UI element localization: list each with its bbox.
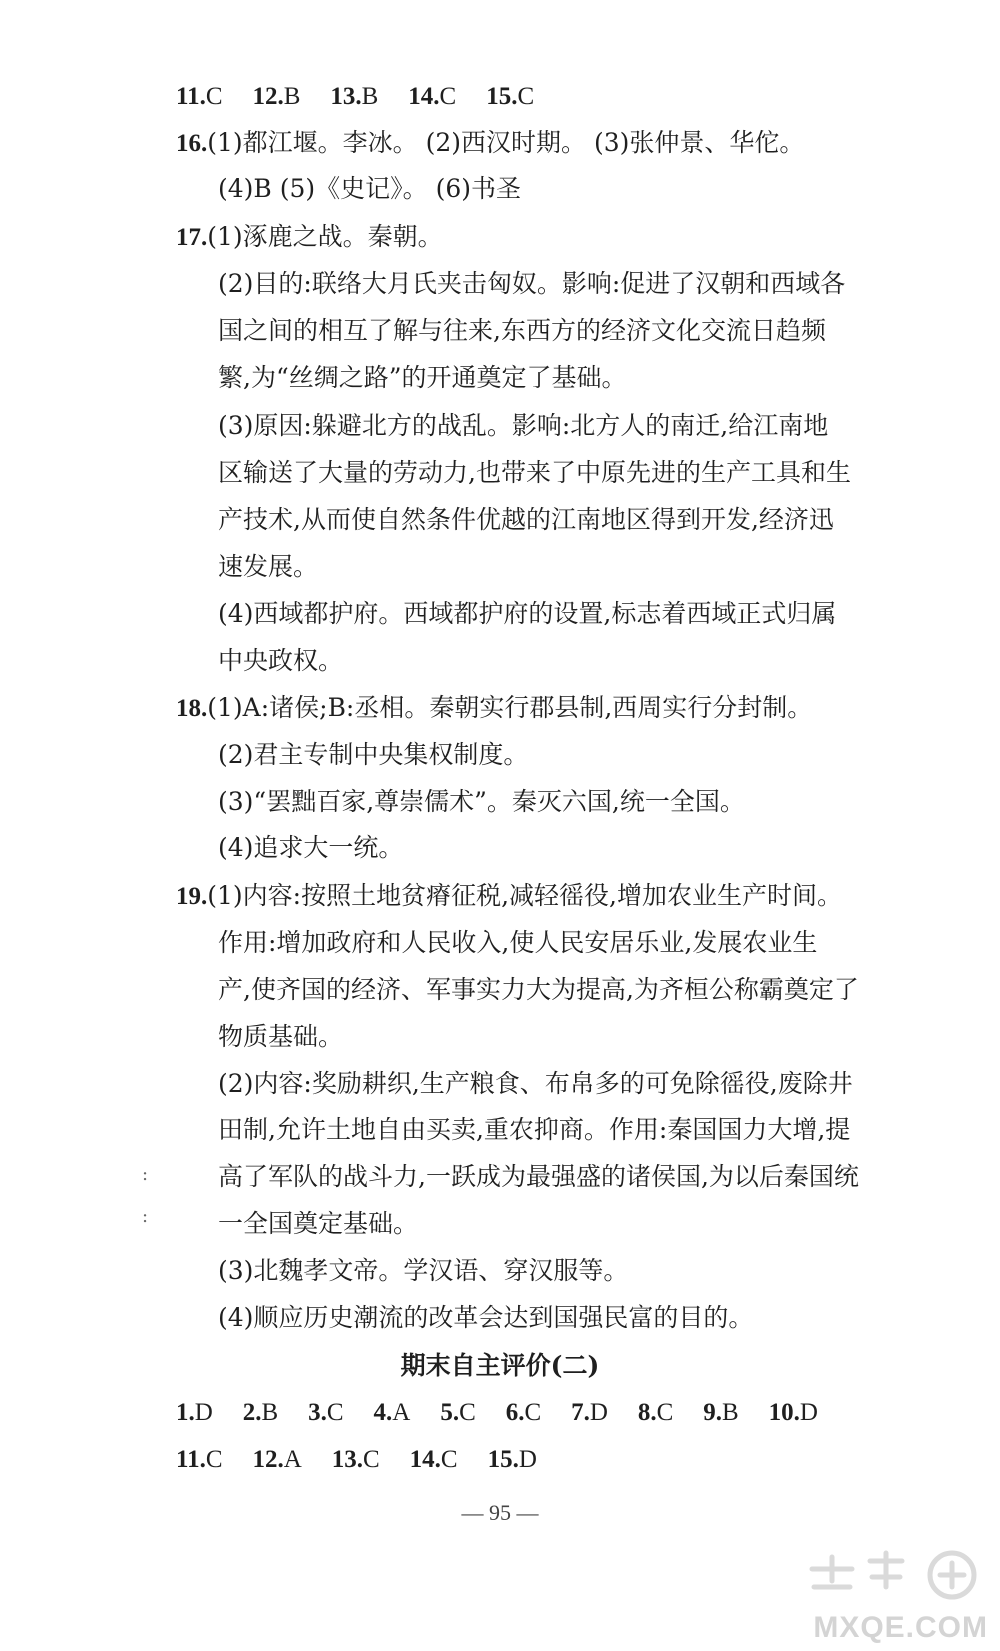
question-number: 16. (176, 130, 208, 157)
answer-item: 7.D (571, 1399, 608, 1426)
answer-item: 15.D (487, 1446, 537, 1473)
q17-line-10: 中央政权。 (218, 646, 344, 675)
q17-line-6: 区输送了大量的劳动力,也带来了中原先进的生产工具和生 (218, 458, 851, 487)
answer-item: 1.D (176, 1399, 213, 1426)
q19-line-10: (4)顺应历史潮流的改革会达到国强民富的目的。 (218, 1303, 754, 1332)
watermark-text: MXQE.COM (813, 1611, 988, 1644)
q17-line-9: (4)西域都护府。西域都护府的设置,标志着西域正式归属 (218, 599, 837, 628)
answer-text: (1)都江堰。李冰。 (2)西汉时期。 (3)张仲景、华佗。 (207, 128, 805, 157)
section-title: 期末自主评价(二) (400, 1351, 600, 1380)
answer-item: 5.C (440, 1399, 476, 1426)
answer-row-11-15-second (176, 1443, 537, 1476)
q16-line-2: (4)B (5)《史记》。 (6)书圣 (218, 174, 522, 203)
q19-line-8: 一全国奠定基础。 (218, 1209, 419, 1238)
q18-line-2: (2)君主专制中央集权制度。 (218, 740, 529, 769)
answer-item: 13.C (331, 1446, 380, 1473)
answer-text: (1)内容:按照土地贫瘠征税,减轻徭役,增加农业生产时间。 (207, 881, 842, 910)
q19-line-6: 田制,允许土地自由买卖,重农抑商。作用:秦国国力大增,提 (218, 1115, 851, 1144)
answer-item: 6.C (505, 1399, 542, 1426)
answer-item: 3.C (308, 1399, 344, 1426)
answer-item: 13.B (330, 83, 379, 110)
q19-line-2: 作用:增加政府和人民收入,使人民安居乐业,发展农业生 (218, 928, 818, 957)
answer-item: 12.B (252, 83, 301, 110)
answer-text: (1)A:诸侯;B:丞相。秦朝实行郡县制,西周实行分封制。 (207, 693, 813, 722)
q19-line-7: 高了军队的战斗力,一跃成为最强盛的诸侯国,为以后秦国统 (218, 1162, 859, 1191)
answer-item: 2.B (242, 1399, 279, 1426)
q17-line-7: 产技术,从而使自然条件优越的江南地区得到开发,经济迅 (218, 505, 834, 534)
q19-line-9: (3)北魏孝文帝。学汉语、穿汉服等。 (218, 1256, 629, 1285)
q19-line-3: 产,使齐国的经济、军事实力大为提高,为齐桓公称霸奠定了 (218, 975, 859, 1004)
question-number: 19. (176, 883, 208, 910)
answer-item: 11.C (176, 83, 223, 110)
q16-line-1 (176, 127, 804, 160)
q17-line-4: 繁,为“丝绸之路”的开通奠定了基础。 (218, 363, 627, 392)
q17-line-2: (2)目的:联络大月氏夹击匈奴。影响:促进了汉朝和西域各 (218, 269, 846, 298)
q18-line-1 (176, 692, 812, 725)
answer-item: 8.C (637, 1399, 674, 1426)
answer-item: 14.C (408, 83, 457, 110)
answer-item: 15.C (486, 83, 535, 110)
binding-mark: : (142, 1164, 149, 1185)
q18-line-4: (4)追求大一统。 (218, 833, 404, 862)
watermark-logo (792, 1547, 992, 1647)
q17-line-1 (176, 221, 443, 254)
answer-item: 10.D (768, 1399, 818, 1426)
page-number: — 95 — (461, 1500, 539, 1525)
answer-item: 14.C (409, 1446, 458, 1473)
q19-line-5: (2)内容:奖励耕织,生产粮食、布帛多的可免除徭役,废除井 (218, 1069, 853, 1098)
answer-text: (1)涿鹿之战。秦朝。 (207, 222, 443, 251)
answer-row-11-15 (176, 80, 534, 113)
q18-line-3: (3)“罢黜百家,尊崇儒术”。秦灭六国,统一全国。 (218, 787, 745, 816)
binding-mark: : (142, 1206, 149, 1227)
q19-line-1 (176, 880, 842, 913)
q17-line-8: 速发展。 (218, 552, 319, 581)
question-number: 18. (176, 695, 208, 722)
answer-row-1-10 (176, 1396, 818, 1429)
question-number: 17. (176, 224, 208, 251)
q19-line-4: 物质基础。 (218, 1022, 344, 1051)
q17-line-5: (3)原因:躲避北方的战乱。影响:北方人的南迁,给江南地 (218, 411, 829, 440)
answer-item: 4.A (373, 1399, 411, 1426)
answer-item: 9.B (703, 1399, 739, 1426)
answer-item: 12.A (252, 1446, 302, 1473)
q17-line-3: 国之间的相互了解与往来,东西方的经济文化交流日趋频 (218, 316, 826, 345)
answer-item: 11.C (176, 1446, 223, 1473)
